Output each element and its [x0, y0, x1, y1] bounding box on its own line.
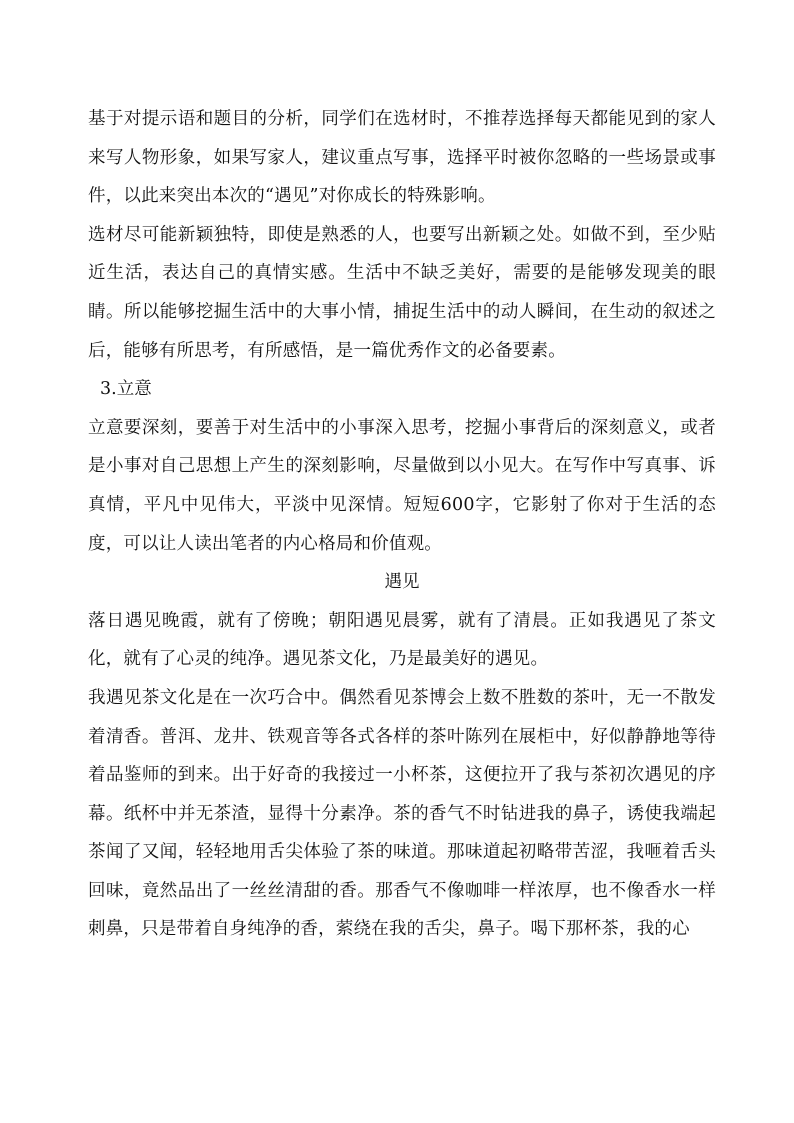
paragraph-material-selection-1: 基于对提示语和题目的分析，同学们在选材时，不推荐选择每天都能见到的家人来写人物形象，如果写家人，建议重点写事，选择平时被你忽略的一些场景或事件，以此来突出本次的“遇见”对你成长的特殊影响。 [88, 109, 716, 207]
paragraph-theme: 立意要深刻，要善于对生活中的小事深入思考，挖掘小事背后的深刻意义，或者是小事对自己思想上产生的深刻影响，尽量做到以小见大。在写作中写真事、诉真情，平凡中见伟大，平淡中见深情。短短600字，它影射了你对于生活的态度，可以让人读出笔者的内心格局和价值观。 [88, 417, 716, 554]
essay-paragraph-2: 我遇见茶文化是在一次巧合中。偶然看见茶博会上数不胜数的茶叶，无一不散发着清香。普洱、龙井、铁观音等各式各样的茶叶陈列在展柜中，好似静静地等待着品鉴师的到来。出于好奇的我接过一小杯茶，这便拉开了我与茶初次遇见的序幕。纸杯中并无茶渣，显得十分素净。茶的香气不时钻进我的鼻子，诱使我端起茶闻了又闻，轻轻地用舌尖体验了茶的味道。那味道起初略带苦涩，我咂着舌头回味，竟然品出了一丝丝清甜的香。那香气不像咖啡一样浓厚，也不像香水一样刺鼻，只是带着自身纯净的香，萦绕在我的舌尖，鼻子。喝下那杯茶，我的心 [88, 687, 716, 940]
essay-paragraph-1: 落日遇见晚霞，就有了傍晚；朝阳遇见晨雾，就有了清晨。正如我遇见了茶文化，就有了心灵的纯净。遇见茶文化，乃是最美好的遇见。 [88, 610, 716, 670]
document-body [88, 100, 716, 949]
section-heading-theme: 3.立意 [100, 379, 152, 400]
essay-title: 遇见 [384, 572, 420, 593]
paragraph-material-selection-2: 选材尽可能新颖独特，即使是熟悉的人，也要写出新颖之处。如做不到，至少贴近生活，表达自己的真情实感。生活中不缺乏美好，需要的是能够发现美的眼睛。所以能够挖掘生活中的大事小情，捕捉生活中的动人瞬间，在生动的叙述之后，能够有所思考，有所感悟，是一篇优秀作文的必备要素。 [88, 224, 716, 361]
